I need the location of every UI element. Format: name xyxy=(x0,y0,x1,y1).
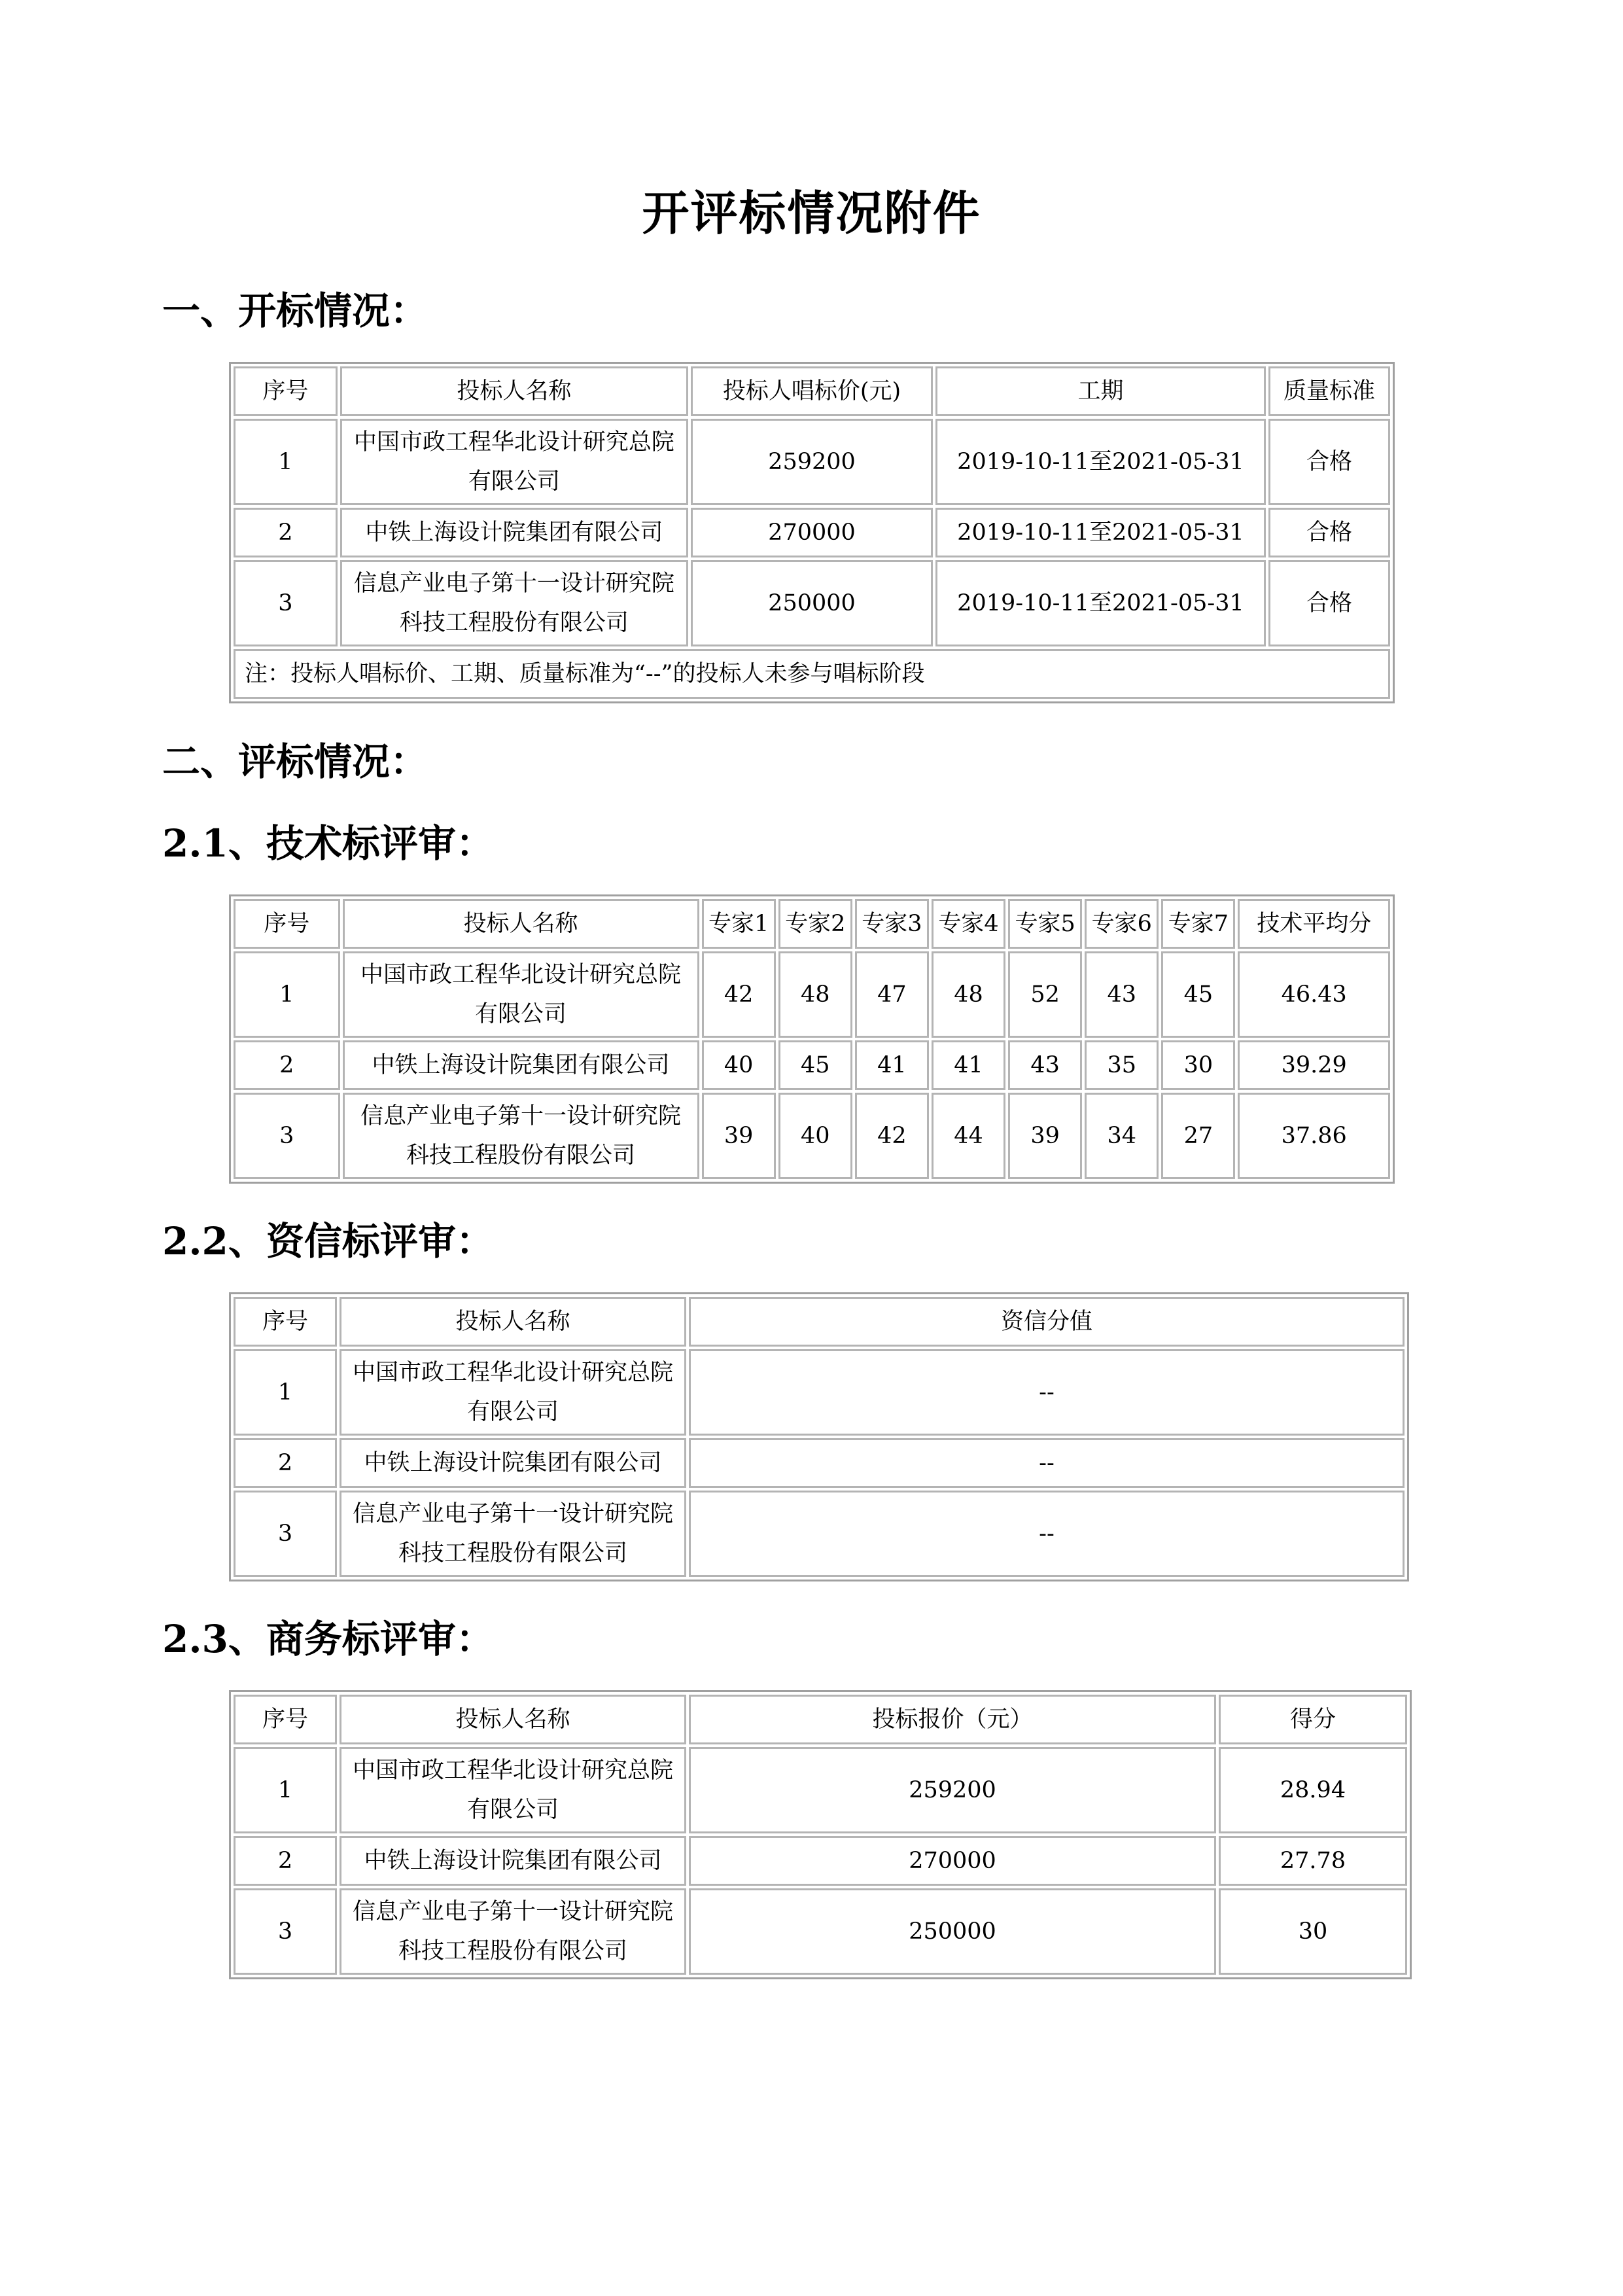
table-note: 注：投标人唱标价、工期、质量标准为“--”的投标人未参与唱标阶段 xyxy=(234,649,1390,699)
header-cell: 专家7 xyxy=(1161,899,1235,949)
construction-period: 2019-10-11至2021-05-31 xyxy=(935,419,1266,505)
header-cell: 序号 xyxy=(234,1297,337,1347)
header-cell: 序号 xyxy=(234,899,340,949)
bidder-name: 中铁上海设计院集团有限公司 xyxy=(340,1438,686,1488)
table-row xyxy=(234,1093,1390,1179)
header-cell: 专家5 xyxy=(1008,899,1082,949)
row-number: 1 xyxy=(234,1747,337,1833)
table-header-row xyxy=(234,899,1390,949)
credit-heading: 2.2、资信标评审： xyxy=(162,1219,494,1263)
header-cell: 序号 xyxy=(234,1695,337,1744)
bid-price: 270000 xyxy=(691,508,933,557)
row-number: 3 xyxy=(234,1888,337,1975)
page-title: 开评标情况附件 xyxy=(642,185,981,241)
bid-price: 250000 xyxy=(689,1888,1216,1975)
business-score: 30 xyxy=(1219,1888,1407,1975)
header-cell: 投标人名称 xyxy=(340,1297,686,1347)
header-cell: 技术平均分 xyxy=(1238,899,1390,949)
construction-period: 2019-10-11至2021-05-31 xyxy=(935,508,1266,557)
bid-price: 259200 xyxy=(691,419,933,505)
expert-score: 30 xyxy=(1161,1040,1235,1090)
business-heading: 2.3、商务标评审： xyxy=(162,1617,494,1661)
row-number: 1 xyxy=(234,419,338,505)
table-row xyxy=(234,560,1390,646)
bidder-name: 信息产业电子第十一设计研究院 科技工程股份有限公司 xyxy=(340,1888,686,1975)
table-row xyxy=(234,1349,1405,1436)
average-score: 46.43 xyxy=(1238,951,1390,1038)
bidder-name: 中铁上海设计院集团有限公司 xyxy=(343,1040,699,1090)
header-cell: 投标人名称 xyxy=(343,899,699,949)
expert-score: 42 xyxy=(855,1093,929,1179)
expert-score: 40 xyxy=(702,1040,776,1090)
note-row xyxy=(234,649,1390,699)
row-number: 2 xyxy=(234,1836,337,1886)
expert-score: 48 xyxy=(932,951,1005,1038)
row-number: 3 xyxy=(234,1491,337,1577)
section2-heading: 二、评标情况： xyxy=(162,739,428,784)
row-number: 3 xyxy=(234,1093,340,1179)
expert-score: 45 xyxy=(778,1040,852,1090)
credit-value: -- xyxy=(689,1349,1405,1436)
expert-score: 35 xyxy=(1085,1040,1159,1090)
tech-heading: 2.1、技术标评审： xyxy=(162,821,494,866)
table-header-row xyxy=(234,366,1390,416)
tech-table xyxy=(229,894,1395,1184)
expert-score: 42 xyxy=(702,951,776,1038)
quality-standard: 合格 xyxy=(1268,560,1390,646)
credit-table xyxy=(229,1292,1409,1581)
bidder-name: 中国市政工程华北设计研究总院 有限公司 xyxy=(340,1349,686,1436)
credit-value: -- xyxy=(689,1491,1405,1577)
row-number: 2 xyxy=(234,1438,337,1488)
header-cell: 质量标准 xyxy=(1268,366,1390,416)
bid-price: 250000 xyxy=(691,560,933,646)
bid-price: 270000 xyxy=(689,1836,1216,1886)
bidder-name: 信息产业电子第十一设计研究院 科技工程股份有限公司 xyxy=(340,1491,686,1577)
average-score: 37.86 xyxy=(1238,1093,1390,1179)
business-score: 27.78 xyxy=(1219,1836,1407,1886)
row-number: 1 xyxy=(234,951,340,1038)
business-score: 28.94 xyxy=(1219,1747,1407,1833)
header-cell: 专家6 xyxy=(1085,899,1159,949)
bidder-name: 中国市政工程华北设计研究总院 有限公司 xyxy=(340,1747,686,1833)
expert-score: 39 xyxy=(702,1093,776,1179)
credit-value: -- xyxy=(689,1438,1405,1488)
bidder-name: 中铁上海设计院集团有限公司 xyxy=(340,508,688,557)
table-row xyxy=(234,1438,1405,1488)
bidder-name: 中铁上海设计院集团有限公司 xyxy=(340,1836,686,1886)
expert-score: 40 xyxy=(778,1093,852,1179)
header-cell: 工期 xyxy=(935,366,1266,416)
table-row xyxy=(234,1836,1407,1886)
row-number: 3 xyxy=(234,560,338,646)
header-cell: 投标人唱标价(元) xyxy=(691,366,933,416)
section1-heading: 一、开标情况： xyxy=(162,289,428,333)
expert-score: 47 xyxy=(855,951,929,1038)
quality-standard: 合格 xyxy=(1268,508,1390,557)
expert-score: 39 xyxy=(1008,1093,1082,1179)
table-header-row xyxy=(234,1695,1407,1744)
expert-score: 43 xyxy=(1085,951,1159,1038)
table-row xyxy=(234,951,1390,1038)
expert-score: 27 xyxy=(1161,1093,1235,1179)
header-cell: 投标报价（元） xyxy=(689,1695,1216,1744)
header-cell: 专家2 xyxy=(778,899,852,949)
opening-table xyxy=(229,362,1395,703)
bidder-name: 信息产业电子第十一设计研究院 科技工程股份有限公司 xyxy=(340,560,688,646)
header-cell: 投标人名称 xyxy=(340,366,688,416)
table-row xyxy=(234,1888,1407,1975)
expert-score: 34 xyxy=(1085,1093,1159,1179)
row-number: 2 xyxy=(234,508,338,557)
bidder-name: 中国市政工程华北设计研究总院 有限公司 xyxy=(343,951,699,1038)
row-number: 2 xyxy=(234,1040,340,1090)
expert-score: 45 xyxy=(1161,951,1235,1038)
table-row xyxy=(234,1747,1407,1833)
average-score: 39.29 xyxy=(1238,1040,1390,1090)
bid-price: 259200 xyxy=(689,1747,1216,1833)
expert-score: 48 xyxy=(778,951,852,1038)
expert-score: 41 xyxy=(932,1040,1005,1090)
table-row xyxy=(234,419,1390,505)
table-row xyxy=(234,508,1390,557)
header-cell: 专家3 xyxy=(855,899,929,949)
header-cell: 资信分值 xyxy=(689,1297,1405,1347)
table-row xyxy=(234,1040,1390,1090)
business-table xyxy=(229,1690,1412,1979)
construction-period: 2019-10-11至2021-05-31 xyxy=(935,560,1266,646)
table-header-row xyxy=(234,1297,1405,1347)
header-cell: 投标人名称 xyxy=(340,1695,686,1744)
header-cell: 序号 xyxy=(234,366,338,416)
expert-score: 41 xyxy=(855,1040,929,1090)
expert-score: 52 xyxy=(1008,951,1082,1038)
expert-score: 44 xyxy=(932,1093,1005,1179)
header-cell: 得分 xyxy=(1219,1695,1407,1744)
table-row xyxy=(234,1491,1405,1577)
quality-standard: 合格 xyxy=(1268,419,1390,505)
row-number: 1 xyxy=(234,1349,337,1436)
bidder-name: 信息产业电子第十一设计研究院 科技工程股份有限公司 xyxy=(343,1093,699,1179)
bidder-name: 中国市政工程华北设计研究总院 有限公司 xyxy=(340,419,688,505)
header-cell: 专家1 xyxy=(702,899,776,949)
expert-score: 43 xyxy=(1008,1040,1082,1090)
header-cell: 专家4 xyxy=(932,899,1005,949)
